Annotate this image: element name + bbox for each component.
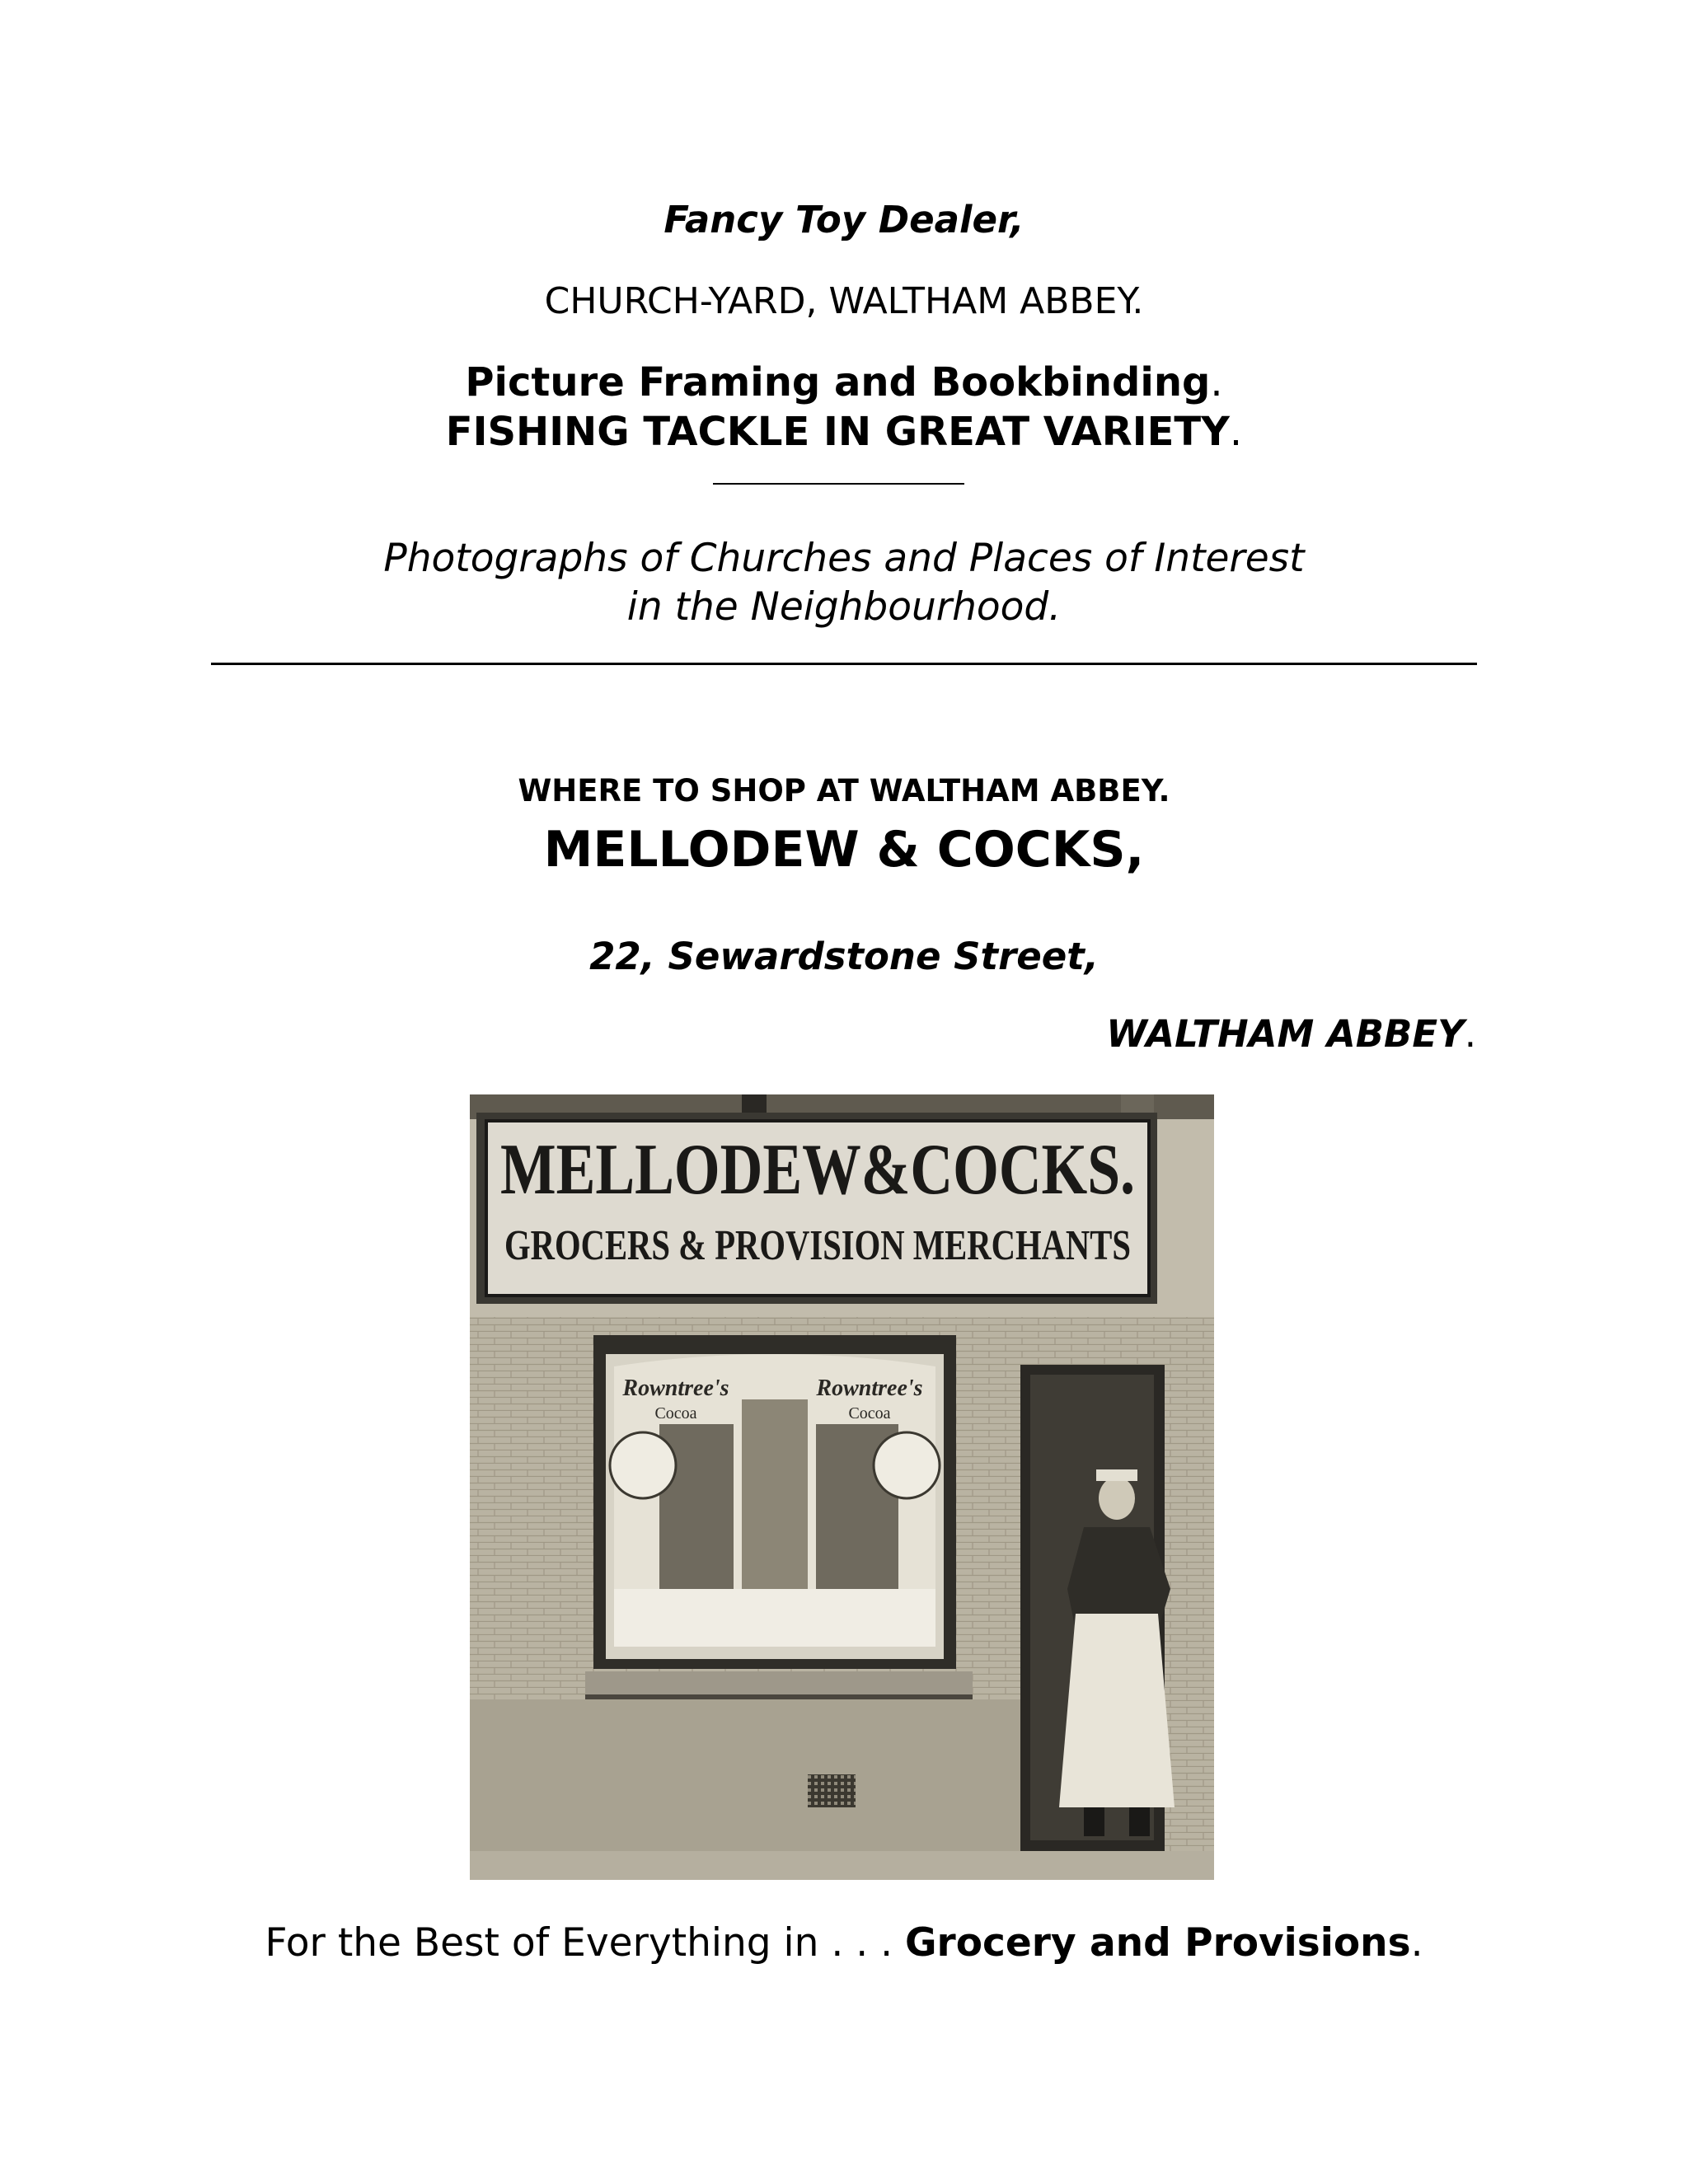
- service-tackle-period: .: [1229, 409, 1243, 455]
- tagline: [0, 1920, 1688, 1966]
- poster-left-product: Cocoa: [654, 1404, 697, 1422]
- photographs-line-1: Photographs of Churches and Places of Interest: [383, 536, 1305, 581]
- section-divider: [211, 663, 1477, 665]
- service-framing-period: .: [1210, 359, 1223, 405]
- occupation-heading: Fancy Toy Dealer,: [663, 198, 1025, 241]
- poster-left-brand: Rowntree's: [622, 1376, 729, 1401]
- poster-right-brand: Rowntree's: [816, 1376, 923, 1401]
- business-town-text: WALTHAM ABBEY: [1106, 1012, 1465, 1056]
- short-divider: [713, 483, 964, 485]
- business-name: MELLODEW & COCKS,: [543, 821, 1145, 879]
- tagline-lead: For the Best of Everything in . . .: [265, 1920, 905, 1966]
- business-address: 22, Sewardstone Street,: [589, 935, 1099, 978]
- business-town: [1106, 1012, 1476, 1056]
- business-town-period: .: [1464, 1012, 1476, 1056]
- shop-location: CHURCH-YARD, WALTHAM ABBEY.: [544, 280, 1144, 322]
- service-framing: [0, 359, 1688, 405]
- service-tackle: [0, 409, 1688, 455]
- sign-line-1: MELLODEW&COCKS.: [500, 1130, 1135, 1210]
- shopfront-photograph: [470, 1094, 1214, 1880]
- tagline-emphasis: Grocery and Provisions: [904, 1920, 1411, 1966]
- poster-right-product: Cocoa: [848, 1404, 891, 1422]
- service-framing-text: Picture Framing and Bookbinding: [465, 359, 1211, 405]
- section-heading: WHERE TO SHOP AT WALTHAM ABBEY.: [518, 773, 1170, 808]
- sign-line-2: GROCERS & PROVISION MERCHANTS: [504, 1222, 1131, 1269]
- photographs-line-2: in the Neighbourhood.: [626, 584, 1062, 630]
- service-tackle-text: FISHING TACKLE IN GREAT VARIETY: [445, 409, 1230, 455]
- tagline-period: .: [1410, 1920, 1423, 1966]
